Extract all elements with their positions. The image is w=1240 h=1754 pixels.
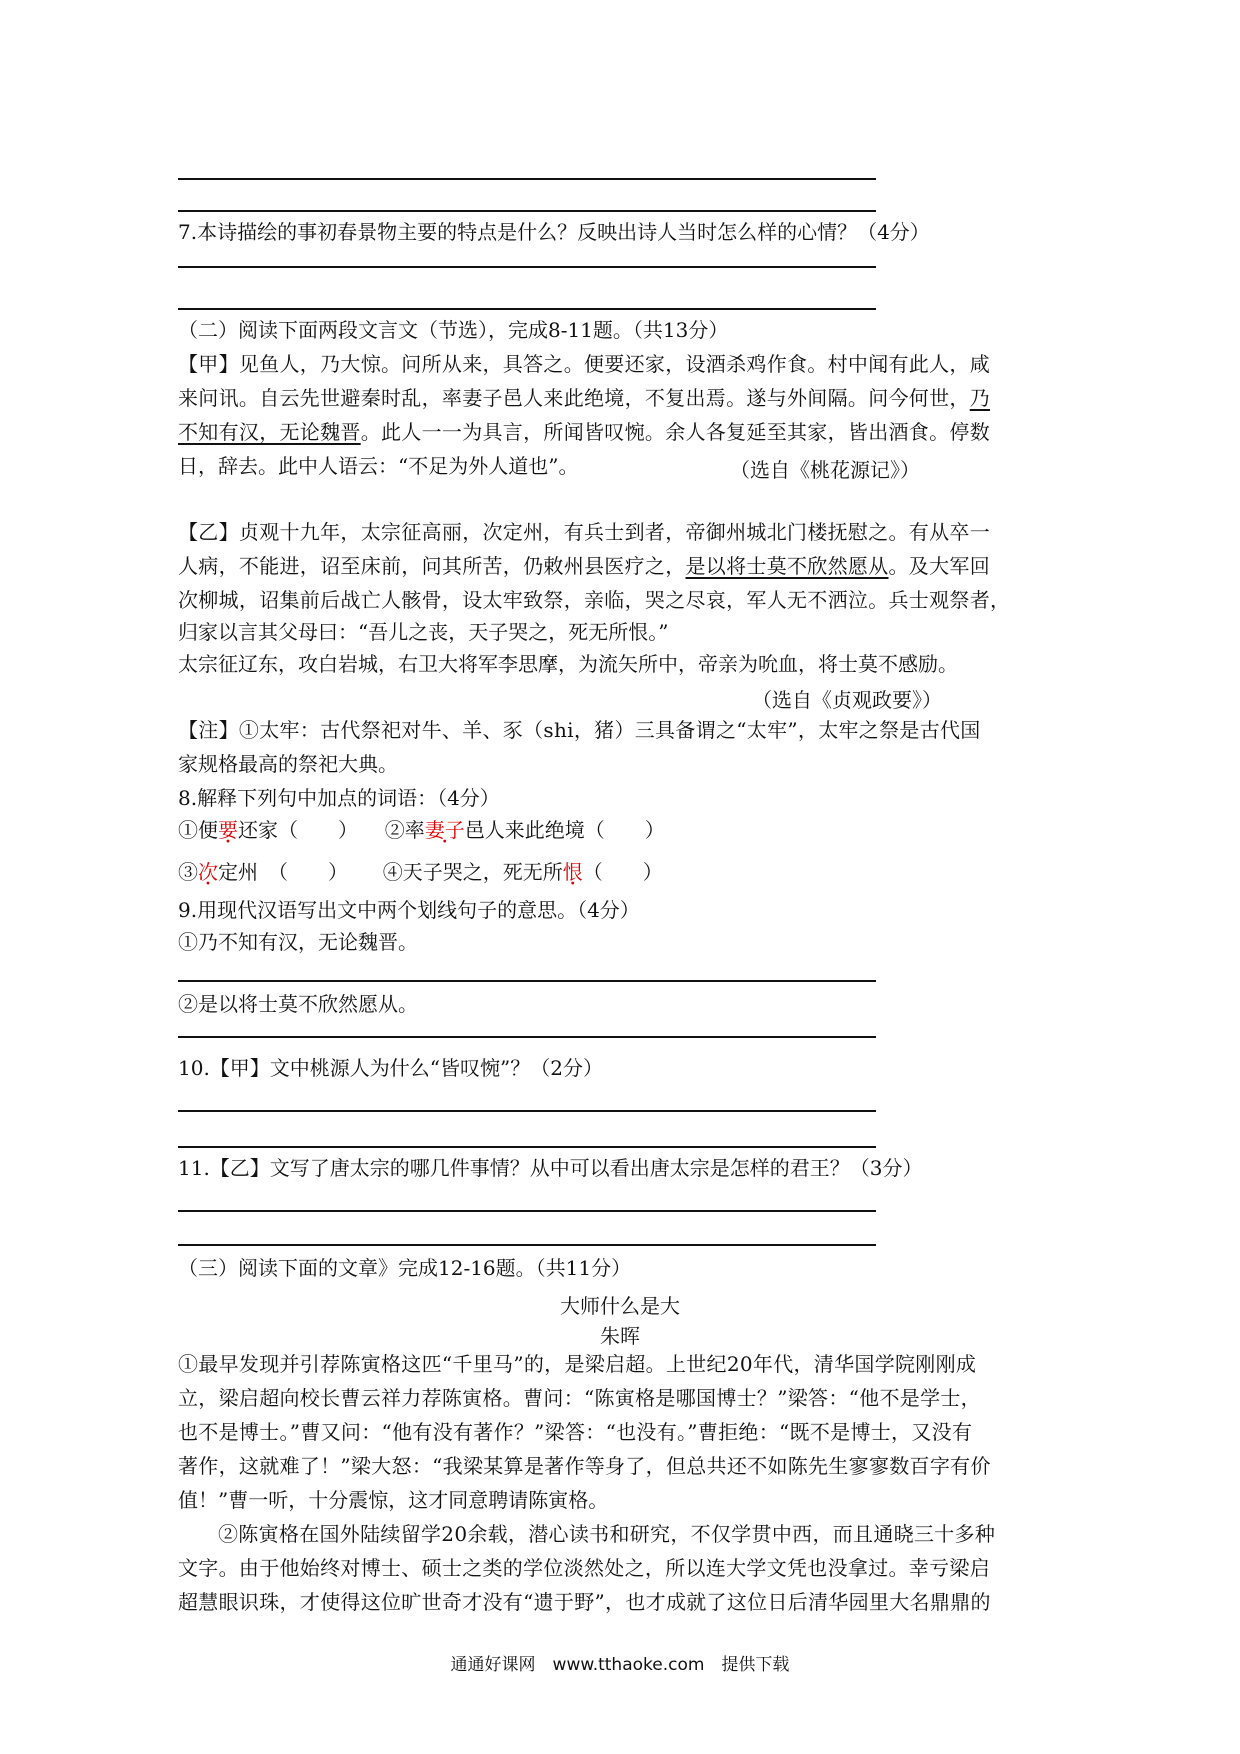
note-line-1: 【注】①太牢：古代祭祀对牛、羊、豕（shi，猪）三具备谓之“太牢”，太牢之祭是古代国 bbox=[178, 718, 981, 742]
yi-source: （选自《贞观政要》） bbox=[752, 688, 942, 712]
question-10: 10.【甲】文中桃源人为什么“皆叹惋”？（2分） bbox=[178, 1056, 603, 1080]
question-7: 7.本诗描绘的事初春景物主要的特点是什么？反映出诗人当时怎么样的心情？（4分） bbox=[178, 220, 930, 244]
jia-line-3 bbox=[178, 420, 1068, 444]
yi-line-5: 太宗征辽东，攻白岩城，右卫大将军李思摩，为流矢所中，帝亲为吮血，将士莫不感励。 bbox=[178, 652, 958, 676]
underlined-phrase: 不知有汉，无论魏晋 bbox=[178, 420, 361, 444]
jia-line-2-text: 来问讯。自云先世避秦时乱，率妻子邑人来此绝境，不复出焉。遂与外间隔。问今何世， bbox=[178, 386, 970, 410]
underlined-phrase: 是以将士莫不欣然愿从 bbox=[685, 554, 889, 578]
paragraph-2-line-2: 文字。由于他始终对博士、硕士之类的学位淡然处之，所以连大学文凭也没拿过。幸亏梁启 bbox=[178, 1556, 990, 1580]
q8-b-suffix[interactable]: 邑人来此绝境（ ） bbox=[464, 818, 665, 842]
underlined-phrase: 乃 bbox=[969, 386, 991, 410]
question-9-sentence-1: ①乃不知有汉，无论魏晋。 bbox=[178, 930, 418, 954]
answer-line[interactable] bbox=[178, 980, 876, 982]
answer-line[interactable] bbox=[178, 1036, 876, 1038]
paragraph-2-line-3: 超慧眼识珠，才使得这位旷世奇才没有“遗于野”，也才成就了这位日后清华园里大名鼎鼎的 bbox=[178, 1590, 991, 1614]
section-2-heading: （二）阅读下面两段文言文（节选），完成8-11题。（共13分） bbox=[178, 318, 729, 342]
answer-line[interactable] bbox=[178, 210, 876, 212]
answer-line[interactable] bbox=[178, 1244, 876, 1246]
dotted-word: 要 bbox=[218, 818, 238, 842]
question-8-row-2 bbox=[178, 860, 663, 884]
question-11: 11.【乙】文写了唐太宗的哪几件事情？从中可以看出唐太宗是怎样的君王？（3分） bbox=[178, 1156, 923, 1180]
paragraph-1-line-1: ①最早发现并引荐陈寅格这匹“千里马”的，是梁启超。上世纪20年代，清华国学院刚刚成 bbox=[178, 1352, 977, 1376]
q8-d-prefix: ④天子哭之，死无所 bbox=[382, 860, 563, 884]
q8-a-prefix: ①便 bbox=[178, 818, 218, 842]
answer-line[interactable] bbox=[178, 1146, 876, 1148]
question-8-row-1 bbox=[178, 818, 665, 842]
jia-source: （选自《桃花源记》） bbox=[730, 458, 920, 482]
yi-line-3: 次柳城，诏集前后战亡人骸骨，设太牢致祭，亲临，哭之尽哀，军人无不洒泣。兵士观祭者， bbox=[178, 588, 1011, 612]
jia-line-2 bbox=[178, 386, 1068, 410]
dotted-word: 次 bbox=[198, 860, 218, 884]
section-3-heading: （三）阅读下面的文章》完成12-16题。（共11分） bbox=[178, 1256, 632, 1280]
paragraph-1-line-4: 著作，这就难了！”梁大怒：“我梁某算是著作等身了，但总共还不如陈先生寥寥数百字有价 bbox=[178, 1454, 991, 1478]
q8-c-prefix: ③ bbox=[178, 860, 198, 884]
answer-line[interactable] bbox=[178, 308, 876, 310]
article-author: 朱晖 bbox=[600, 1324, 640, 1348]
dotted-word: 恨 bbox=[562, 860, 583, 884]
paragraph-1-line-5: 值！”曹一听，十分震惊，这才同意聘请陈寅格。 bbox=[178, 1488, 609, 1512]
jia-line-4: 日，辞去。此中人语云：“不足为外人道也”。 bbox=[178, 454, 579, 478]
q8-d-suffix[interactable]: （ ） bbox=[582, 860, 663, 884]
note-line-2: 家规格最高的祭祀大典。 bbox=[178, 752, 398, 776]
dotted-word: 妻子 bbox=[424, 818, 465, 842]
answer-line[interactable] bbox=[178, 1210, 876, 1212]
answer-line[interactable] bbox=[178, 266, 876, 268]
paragraph-1-line-3: 也不是博士。”曹又问：“他有没有著作？”梁答：“也没有。”曹拒绝：“既不是博士，又没有 bbox=[178, 1420, 973, 1444]
paragraph-2-line-1: ②陈寅格在国外陆续留学20余载，潜心读书和研究，不仅学贯中西，而且通晓三十多种 bbox=[218, 1522, 996, 1546]
jia-line-3-text: 。此人一一为具言，所闻皆叹惋。余人各复延至其家，皆出酒食。停数 bbox=[360, 420, 991, 444]
q8-c-suffix[interactable]: 定州 （ ） bbox=[218, 860, 348, 884]
jia-line-1: 【甲】见鱼人，乃大惊。问所从来，具答之。便要还家，设酒杀鸡作食。村中闻有此人，咸 bbox=[178, 352, 990, 376]
yi-line-2-end: 。及大军回 bbox=[888, 554, 990, 578]
article-title: 大师什么是大 bbox=[560, 1294, 680, 1318]
question-8-title: 8.解释下列句中加点的词语：（4分） bbox=[178, 786, 500, 810]
yi-line-1: 【乙】贞观十九年，太宗征高丽，次定州，有兵士到者，帝御州城北门楼抚慰之。有从卒一 bbox=[178, 520, 990, 544]
answer-line[interactable] bbox=[178, 1110, 876, 1112]
q8-a-suffix[interactable]: 还家（ ） bbox=[238, 818, 358, 842]
yi-line-2 bbox=[178, 554, 1068, 578]
yi-line-2-text: 人病，不能进，诏至床前，问其所苦，仍敕州县医疗之， bbox=[178, 554, 686, 578]
footer-download-note: 通通好课网 www.tthaoke.com 提供下载 bbox=[450, 1655, 790, 1675]
question-9-sentence-2: ②是以将士莫不欣然愿从。 bbox=[178, 992, 418, 1016]
q8-b-prefix: ②率 bbox=[384, 818, 425, 842]
yi-line-4: 归家以言其父母曰：“吾儿之丧，天子哭之，死无所恨。” bbox=[178, 620, 669, 644]
question-9-title: 9.用现代汉语写出文中两个划线句子的意思。（4分） bbox=[178, 898, 640, 922]
paragraph-1-line-2: 立，梁启超向校长曹云祥力荐陈寅格。曹问：“陈寅格是哪国博士？”梁答：“他不是学士， bbox=[178, 1386, 981, 1410]
answer-line[interactable] bbox=[178, 178, 876, 180]
